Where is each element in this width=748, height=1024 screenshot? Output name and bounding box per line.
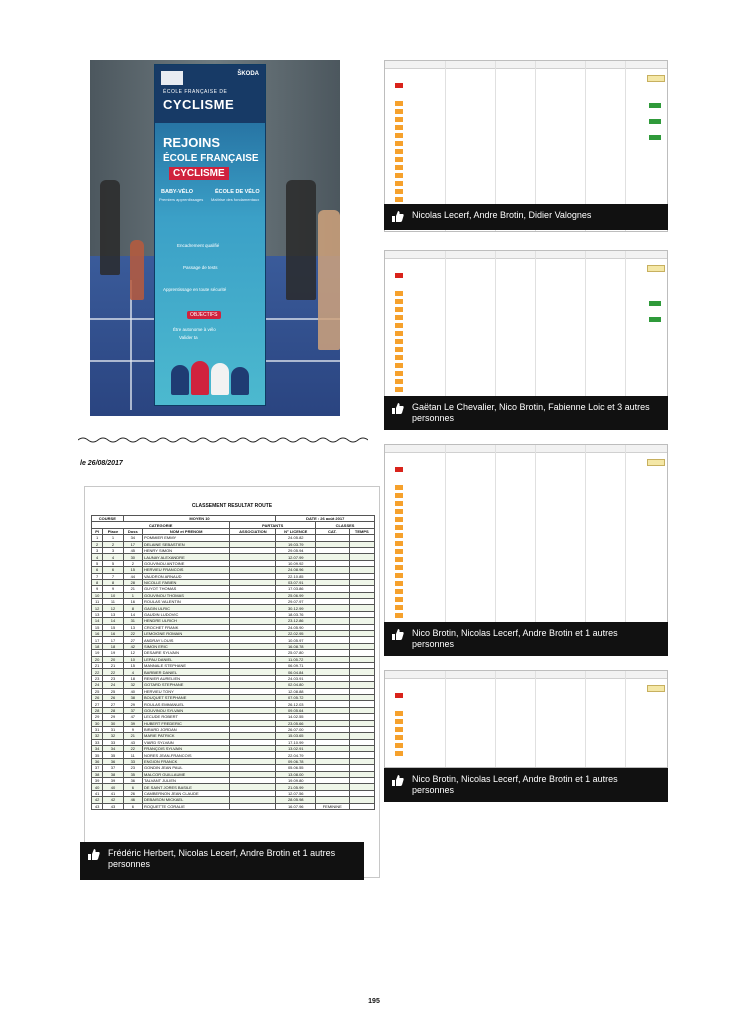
table-cell: 7: [103, 573, 123, 579]
table-cell: GUYOT THOMAS: [142, 586, 229, 592]
table-cell: 18: [92, 643, 103, 649]
table-cell: GOUVINOU ANTOINE: [142, 560, 229, 566]
table-cell: 2: [123, 560, 142, 566]
table-cell: DEBAISON MICKAEL: [142, 797, 229, 803]
table-cell: 23: [92, 675, 103, 681]
categorie-label: CATEGORIE: [92, 522, 230, 528]
column-header: NOM et PRENOM: [142, 528, 229, 534]
table-cell: 31: [103, 726, 123, 732]
caption-2: [384, 396, 668, 430]
table-cell: 15: [123, 662, 142, 668]
table-cell: 16.07.96: [276, 803, 316, 809]
table-cell: 11.05.72: [276, 656, 316, 662]
table-cell: 24.08.96: [276, 567, 316, 573]
roll-up-banner: [154, 64, 266, 406]
table-cell: HERVIEU TONY: [142, 688, 229, 694]
table-cell: FEMININE: [316, 803, 349, 809]
wavy-divider: [78, 436, 368, 444]
classes-label: CLASSES: [316, 522, 375, 528]
results-title: CLASSEMENT RESULTAT ROUTE: [191, 503, 273, 509]
table-cell: 14: [92, 618, 103, 624]
table-cell: 40: [123, 688, 142, 694]
table-cell: 12: [123, 650, 142, 656]
course-date: DATE : 26 août 2017: [276, 516, 375, 522]
caption-3: [384, 622, 668, 656]
banner-title-big: CYCLISME: [163, 97, 235, 112]
table-row: [92, 803, 375, 809]
table-cell: 36: [103, 758, 123, 764]
table-cell: 12.07.99: [276, 554, 316, 560]
table-cell: 16: [92, 631, 103, 637]
table-cell: 40: [92, 784, 103, 790]
table-cell: 22: [103, 669, 123, 675]
page-number: 195: [368, 998, 380, 1005]
table-cell: 09.06.78: [276, 758, 316, 764]
table-cell: 30: [92, 720, 103, 726]
banner-point-1: Encadrement qualifié: [177, 243, 220, 248]
table-cell: 17: [123, 541, 142, 547]
table-cell: 35: [103, 752, 123, 758]
table-cell: 13.08.00: [276, 771, 316, 777]
table-cell: 25.06.99: [276, 592, 316, 598]
column-header: Place: [103, 528, 123, 534]
thumbs-up-icon: [392, 211, 404, 222]
table-cell: 18: [123, 675, 142, 681]
table-cell: RENIER AURELIEN: [142, 675, 229, 681]
table-cell: TALVANT JULIEN: [142, 778, 229, 784]
table-cell: 16.08.78: [276, 643, 316, 649]
table-cell: 46: [123, 797, 142, 803]
table-cell: 34: [123, 535, 142, 541]
table-cell: GOUVINOU THOMAS: [142, 592, 229, 598]
table-cell: NORES JEAN-FRANCOIS: [142, 752, 229, 758]
table-cell: 33: [103, 739, 123, 745]
column-header: N° LICENCE: [276, 528, 316, 534]
caption-4: [384, 768, 668, 802]
table-cell: 6: [103, 567, 123, 573]
caption-1-text: Nicolas Lecerf, Andre Brotin, Didier Valognes: [412, 210, 592, 220]
table-cell: VAUDRON ARNAUD: [142, 573, 229, 579]
table-cell: GONDIN JEAN PAUL: [142, 765, 229, 771]
banner-title-small: ÉCOLE FRANÇAISE DE: [163, 89, 228, 95]
table-cell: GAGIN ULRIC: [142, 605, 229, 611]
table-cell: 13: [123, 624, 142, 630]
table-cell: 6: [123, 803, 142, 809]
banner-point-2: Passage de tests: [183, 265, 218, 270]
caption-1: [384, 204, 668, 230]
table-cell: 03.07.91: [276, 579, 316, 585]
table-cell: 16: [123, 599, 142, 605]
table-cell: BOUQUET STEPHANE: [142, 694, 229, 700]
table-cell: SIMON ERIC: [142, 643, 229, 649]
banner-point-5: Valider ta: [179, 335, 198, 340]
table-cell: 14.02.55: [276, 714, 316, 720]
table-cell: 41: [92, 790, 103, 796]
banner-join-3: CYCLISME: [169, 167, 229, 180]
column-header: CAT.: [316, 528, 349, 534]
table-cell: 22: [123, 631, 142, 637]
table-cell: ROULAS EMMANUEL: [142, 701, 229, 707]
table-cell: 37: [103, 765, 123, 771]
course-value: MOYEN 10: [123, 516, 276, 522]
table-cell: 19.03.79: [276, 541, 316, 547]
table-cell: 38: [103, 771, 123, 777]
table-cell: 47: [123, 714, 142, 720]
table-cell: 14: [123, 611, 142, 617]
federation-logo: [161, 71, 183, 85]
table-cell: 21: [123, 586, 142, 592]
table-cell: 36: [92, 758, 103, 764]
table-cell: 16: [103, 631, 123, 637]
table-cell: 07.05.72: [276, 694, 316, 700]
table-cell: 1: [123, 592, 142, 598]
table-cell: 8: [123, 605, 142, 611]
table-cell: [349, 803, 374, 809]
table-cell: GOUVINOU SYLVAIN: [142, 707, 229, 713]
table-cell: DE SAINT JORES BASILE: [142, 784, 229, 790]
column-header: ASSOCIATION: [230, 528, 276, 534]
table-cell: 17: [92, 637, 103, 643]
table-cell: GAUDIN LUDOVIC: [142, 611, 229, 617]
table-cell: 21: [92, 662, 103, 668]
table-cell: DESAIRE SYLVAIN: [142, 650, 229, 656]
table-cell: 24.03.91: [276, 675, 316, 681]
table-cell: 39: [123, 720, 142, 726]
table-cell: 31: [123, 618, 142, 624]
table-cell: 15: [103, 624, 123, 630]
table-cell: 02.04.80: [276, 682, 316, 688]
table-cell: 30: [123, 554, 142, 560]
table-cell: 06.04.84: [276, 669, 316, 675]
table-cell: 2: [103, 541, 123, 547]
table-cell: 20: [92, 656, 103, 662]
banner-objectifs: OBJECTIFS: [187, 311, 221, 319]
table-cell: 28.05.98: [276, 797, 316, 803]
table-cell: 10: [103, 592, 123, 598]
table-cell: 8: [103, 579, 123, 585]
table-cell: 32: [103, 733, 123, 739]
table-cell: 25: [103, 688, 123, 694]
banner-ecole-velo-sub: Maîtrise des fondamentaux: [211, 197, 260, 202]
table-cell: 32: [92, 733, 103, 739]
table-cell: 39: [103, 778, 123, 784]
table-cell: HENRY SIMON: [142, 547, 229, 553]
table-cell: 30: [103, 720, 123, 726]
table-cell: 24.05.82: [276, 535, 316, 541]
table-cell: [230, 803, 276, 809]
table-cell: 24: [103, 682, 123, 688]
table-cell: ANDRAY LOUIS: [142, 637, 229, 643]
table-cell: 34: [92, 746, 103, 752]
table-cell: FRANÇOIS SYLVAIN: [142, 746, 229, 752]
table-cell: 31: [92, 726, 103, 732]
table-cell: 9: [123, 726, 142, 732]
table-cell: 1: [103, 535, 123, 541]
table-cell: 22: [92, 669, 103, 675]
table-cell: 26.07.00: [276, 726, 316, 732]
table-cell: 41: [103, 790, 123, 796]
column-header: Pl: [92, 528, 103, 534]
table-cell: 10.05.97: [276, 637, 316, 643]
results-table: [91, 515, 375, 810]
table-cell: ROULAS VALENTIN: [142, 599, 229, 605]
table-cell: 36: [123, 778, 142, 784]
table-cell: 27: [123, 637, 142, 643]
column-header: Doss: [123, 528, 142, 534]
table-cell: 15: [92, 624, 103, 630]
table-cell: BARBIER DANIEL: [142, 669, 229, 675]
banner-baby-velo-sub: Premiers apprentissages: [159, 197, 204, 202]
table-cell: 43: [123, 739, 142, 745]
table-cell: 23.12.86: [276, 618, 316, 624]
table-cell: HUBERT FREDERIC: [142, 720, 229, 726]
table-cell: POMMIER EMMY: [142, 535, 229, 541]
table-cell: 21: [123, 733, 142, 739]
table-cell: 42: [123, 643, 142, 649]
table-cell: HENDRE ULRICH: [142, 618, 229, 624]
caption-3-text: Nico Brotin, Nicolas Lecerf, Andre Brotin et 1 autres personnes: [412, 628, 618, 649]
table-cell: 10.09.92: [276, 560, 316, 566]
table-cell: 19: [92, 650, 103, 656]
table-cell: 22: [123, 746, 142, 752]
event-photo: [90, 60, 340, 416]
table-cell: 22.10.85: [276, 573, 316, 579]
table-cell: 25.07.80: [276, 650, 316, 656]
table-cell: LECUDE ROBERT: [142, 714, 229, 720]
thumbs-up-icon: [392, 629, 404, 640]
table-cell: 27: [92, 701, 103, 707]
table-cell: 5: [92, 560, 103, 566]
table-cell: 45: [123, 547, 142, 553]
table-cell: 09.05.64: [276, 707, 316, 713]
table-cell: 44: [123, 573, 142, 579]
thumbs-up-icon: [392, 403, 404, 414]
table-cell: HERVIEU FRANCOIS: [142, 567, 229, 573]
riders-illustration: [171, 355, 251, 395]
table-cell: 23.05.66: [276, 720, 316, 726]
table-cell: 29: [123, 701, 142, 707]
table-cell: LEPAU DANIEL: [142, 656, 229, 662]
table-cell: 11: [123, 752, 142, 758]
table-cell: 4: [103, 554, 123, 560]
table-cell: 37: [123, 707, 142, 713]
table-cell: 11: [103, 599, 123, 605]
table-cell: 23: [103, 675, 123, 681]
table-cell: 30.12.99: [276, 605, 316, 611]
table-cell: ENGION FRANCK: [142, 758, 229, 764]
table-cell: 9: [92, 586, 103, 592]
table-cell: 10: [123, 656, 142, 662]
thumbs-up-icon: [392, 775, 404, 786]
table-cell: 15: [123, 567, 142, 573]
table-cell: 33: [123, 758, 142, 764]
table-cell: 18: [103, 643, 123, 649]
table-cell: 5: [103, 560, 123, 566]
table-cell: LEMOIGNE ROMAIN: [142, 631, 229, 637]
table-cell: 24.05.90: [276, 624, 316, 630]
table-cell: 4: [92, 554, 103, 560]
table-cell: 19: [103, 650, 123, 656]
table-cell: 6: [92, 567, 103, 573]
table-cell: 11: [92, 599, 103, 605]
table-cell: 26: [103, 694, 123, 700]
table-cell: 6: [123, 784, 142, 790]
table-cell: MARIE PATRICK: [142, 733, 229, 739]
table-cell: 25: [92, 688, 103, 694]
spreadsheet-3: [384, 444, 668, 634]
table-cell: 14: [103, 618, 123, 624]
table-cell: CROCHET FRANK: [142, 624, 229, 630]
table-cell: 13: [103, 611, 123, 617]
table-cell: 18.03.76: [276, 611, 316, 617]
column-header: TEMPS: [349, 528, 374, 534]
results-sheet: [84, 486, 380, 878]
table-cell: 19.09.80: [276, 778, 316, 784]
table-cell: 23: [123, 765, 142, 771]
table-cell: 27: [103, 701, 123, 707]
sponsor-brand: ŠKODA: [237, 71, 259, 77]
banner-point-3: Apprentissage en toute sécurité: [163, 287, 227, 292]
table-cell: 22.04.79: [276, 752, 316, 758]
table-cell: MALCOR GUILLAUME: [142, 771, 229, 777]
table-cell: 10: [92, 592, 103, 598]
course-label: COURSE: [92, 516, 124, 522]
table-cell: VIARD SYLVAIN: [142, 739, 229, 745]
table-cell: 17.03.86: [276, 586, 316, 592]
table-cell: 26: [123, 790, 142, 796]
table-cell: MANNALE STEPHANE: [142, 662, 229, 668]
table-cell: 24: [92, 682, 103, 688]
table-cell: 8: [92, 579, 103, 585]
table-cell: 9: [103, 586, 123, 592]
table-cell: 4: [123, 669, 142, 675]
table-cell: 12: [103, 605, 123, 611]
banner-ecole-velo: ÉCOLE DE VÉLO: [215, 189, 260, 195]
table-cell: 35: [123, 771, 142, 777]
caption-5-text: Frédéric Herbert, Nicolas Lecerf, Andre Brotin et 1 autres personnes: [108, 848, 336, 869]
table-cell: ROQUETTE CORALIE: [142, 803, 229, 809]
date-label: le 26/08/2017: [80, 460, 123, 467]
table-cell: 13.02.91: [276, 746, 316, 752]
table-cell: 15.03.65: [276, 733, 316, 739]
banner-join-2: ÉCOLE FRANÇAISE: [163, 153, 259, 164]
table-cell: 17: [103, 637, 123, 643]
table-cell: 38: [92, 771, 103, 777]
caption-4-text: Nico Brotin, Nicolas Lecerf, Andre Brotin et 1 autres personnes: [412, 774, 618, 795]
table-cell: 35: [92, 752, 103, 758]
table-cell: LAUNAY ALEXANDRE: [142, 554, 229, 560]
table-cell: 29.05.94: [276, 547, 316, 553]
table-cell: GOTARD STEPHANE: [142, 682, 229, 688]
spreadsheet-4: [384, 670, 668, 768]
banner-point-4: Être autonome à vélo: [173, 327, 216, 332]
table-cell: 28: [92, 707, 103, 713]
table-cell: CAMBERNON JEAN CLAUDE: [142, 790, 229, 796]
table-cell: 21.05.99: [276, 784, 316, 790]
banner-join-1: REJOINS: [163, 135, 221, 150]
table-cell: NICOLLE FABIEN: [142, 579, 229, 585]
table-cell: 29: [103, 714, 123, 720]
table-cell: DELAINE SEBASTIEN: [142, 541, 229, 547]
table-cell: 33: [92, 739, 103, 745]
table-cell: 28: [123, 579, 142, 585]
table-cell: 13: [92, 611, 103, 617]
table-cell: 2: [92, 541, 103, 547]
caption-5: [80, 842, 364, 880]
table-cell: 28: [103, 707, 123, 713]
table-cell: 06.09.71: [276, 662, 316, 668]
table-cell: 12.07.56: [276, 790, 316, 796]
table-cell: 26: [92, 694, 103, 700]
table-cell: 05.06.55: [276, 765, 316, 771]
thumbs-up-icon: [88, 849, 100, 860]
table-cell: 34: [103, 746, 123, 752]
table-cell: 22.02.95: [276, 631, 316, 637]
table-cell: 42: [92, 797, 103, 803]
table-cell: 3: [103, 547, 123, 553]
table-cell: 1: [92, 535, 103, 541]
table-cell: 29.07.97: [276, 599, 316, 605]
table-cell: BIRARD JORDAN: [142, 726, 229, 732]
table-cell: 20: [103, 656, 123, 662]
table-cell: 43: [92, 803, 103, 809]
table-cell: 39: [92, 778, 103, 784]
table-cell: 17.10.99: [276, 739, 316, 745]
table-cell: 12.08.88: [276, 688, 316, 694]
table-cell: 12: [92, 605, 103, 611]
banner-baby-velo: BABY-VÉLO: [161, 189, 194, 195]
table-cell: 42: [103, 797, 123, 803]
partants-label: PARTANTS: [230, 522, 316, 528]
table-cell: 3: [92, 547, 103, 553]
table-cell: 38: [123, 694, 142, 700]
table-cell: 29: [92, 714, 103, 720]
table-cell: 26.12.03: [276, 701, 316, 707]
table-cell: 40: [103, 784, 123, 790]
table-cell: 21: [103, 662, 123, 668]
table-cell: 37: [92, 765, 103, 771]
table-cell: 32: [123, 682, 142, 688]
table-cell: 43: [103, 803, 123, 809]
caption-2-text: Gaëtan Le Chevalier, Nico Brotin, Fabienne Loic et 3 autres personnes: [412, 402, 650, 423]
table-cell: 7: [92, 573, 103, 579]
